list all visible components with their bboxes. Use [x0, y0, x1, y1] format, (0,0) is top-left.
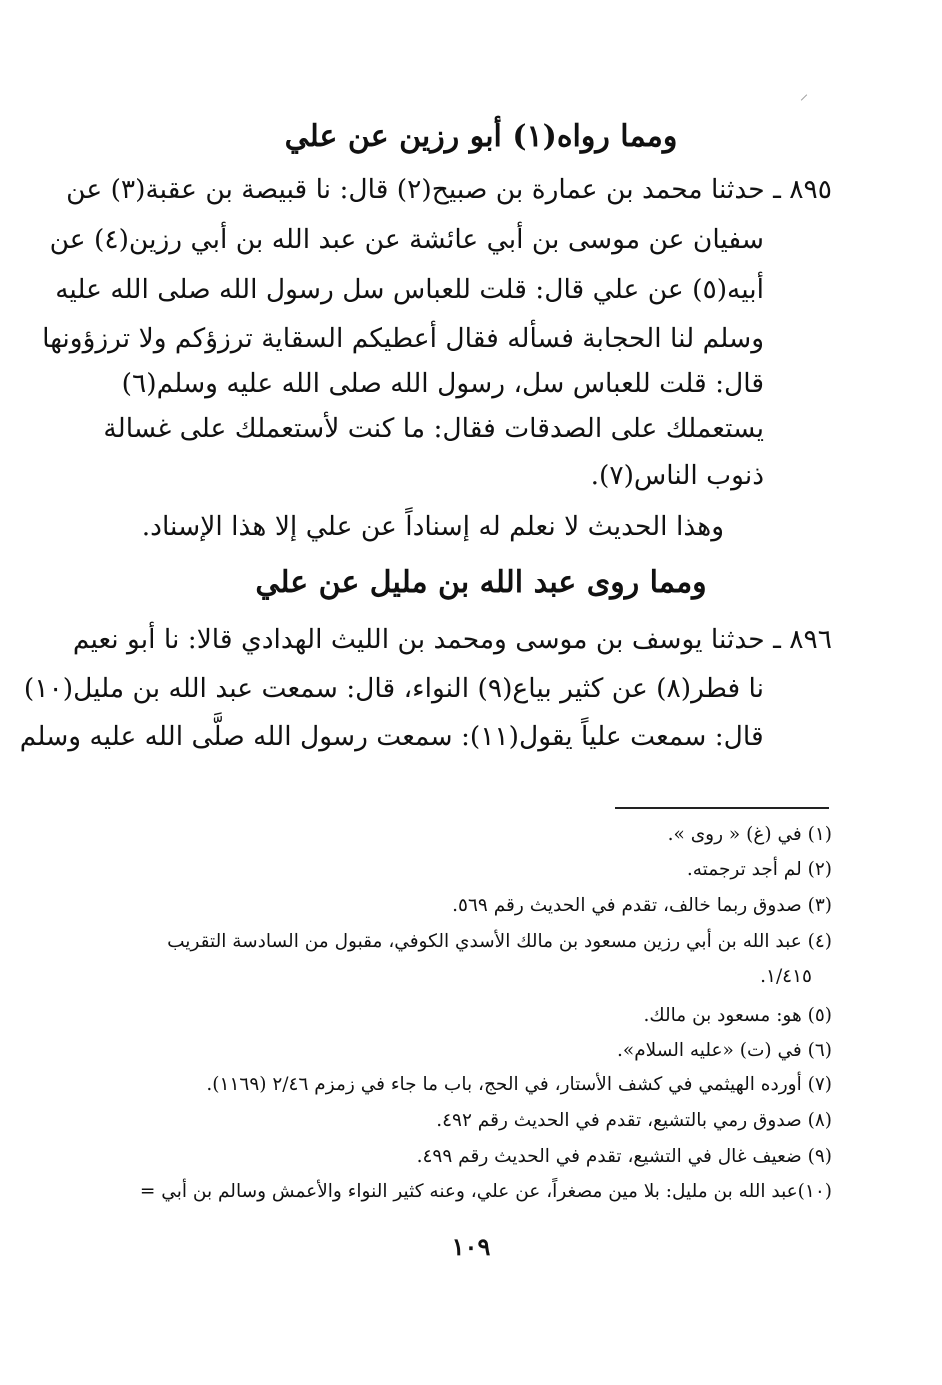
footnote-4-continuation: ١/٤١٥. [760, 966, 812, 987]
footnote-1: (١) في (غ) « روى ». [667, 824, 832, 845]
hadith-895-line-4: وسلم لنا الحجابة فسأله فقال أعطيكم السقاية ترزؤكم ولا ترزؤونها [42, 323, 764, 354]
footnote-4: (٤) عبد الله بن أبي رزين مسعود بن مالك الأسدي الكوفي، مقبول من السادسة التقريب [167, 931, 832, 952]
section-heading-ibn-mulayl: ومما روى عبد الله بن مليل عن علي [255, 565, 707, 600]
hadith-896-line-1: ٨٩٦ ـ حدثنا يوسف بن موسى ومحمد بن الليث الهدادي قالا: نا أبو نعيم [72, 624, 832, 655]
footnote-5: (٥) هو: مسعود بن مالك. [643, 1005, 832, 1026]
hadith-895-line-3: أبيه(٥) عن علي قال: قلت للعباس سل رسول الله صلى الله عليه [55, 274, 764, 305]
hadith-895-line-7: ذنوب الناس(٧). [590, 460, 764, 491]
footnote-10: (١٠)عبد الله بن مليل: بلا مين مصغراً، عن علي، وعنه كثير النواء والأعمش وسالم بن أبي = [139, 1181, 832, 1202]
footnote-8: (٨) صدوق رمي بالتشيع، تقدم في الحديث رقم ٤٩٢. [436, 1110, 832, 1131]
footnote-6: (٦) في (ت) «عليه السلام». [617, 1040, 832, 1061]
hadith-895-line-2: سفيان عن موسى بن أبي عائشة عن عبد الله بن أبي رزين(٤) عن [49, 224, 764, 255]
hadith-895-line-6: يستعملك على الصدقات فقال: ما كنت لأستعملك على غسالة [103, 413, 764, 444]
footnote-2: (٢) لم أجد ترجمته. [686, 859, 832, 880]
hadith-895-line-1: ٨٩٥ ـ حدثنا محمد بن عمارة بن صبيح(٢) قال: نا قبيصة بن عقبة(٣) عن [66, 174, 832, 205]
footnote-3: (٣) صدوق ربما خالف، تقدم في الحديث رقم ٥٦٩. [452, 895, 832, 916]
section-heading-abu-razin: ومما رواه(١) أبو رزين عن علي [284, 119, 678, 154]
hadith-896-line-2: نا فطر(٨) عن كثير بياع(٩) النواء، قال: سمعت عبد الله بن مليل(١٠) [23, 673, 764, 704]
hadith-895-line-5: قال: قلت للعباس سل، رسول الله صلى الله عليه وسلم(٦) [121, 368, 764, 399]
footnote-separator [615, 807, 829, 809]
footnote-9: (٩) ضعيف غال في التشيع، تقدم في الحديث رقم ٤٩٩. [416, 1146, 832, 1167]
hadith-896-line-3: قال: سمعت علياً يقول(١١): سمعت رسول الله صلَّى الله عليه وسلم [20, 721, 764, 752]
scan-speck [801, 94, 807, 100]
page-number: ١٠٩ [451, 1232, 491, 1261]
isnad-remark: وهذا الحديث لا نعلم له إسناداً عن علي إلا هذا الإسناد. [141, 511, 724, 542]
footnote-7: (٧) أورده الهيثمي في كشف الأستار، في الحج، باب ما جاء في زمزم ٢/٤٦ (١١٦٩). [206, 1074, 832, 1095]
